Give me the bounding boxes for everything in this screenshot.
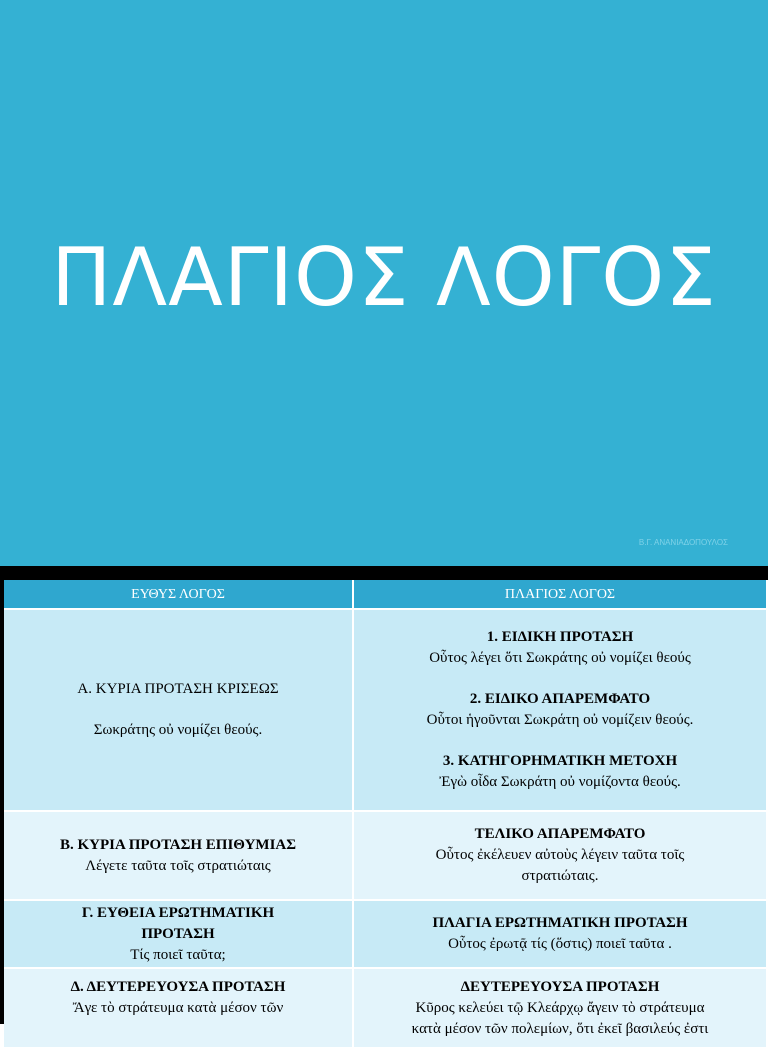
row-a-left-text: Σωκράτης οὐ νομίζει θεούς. [93, 722, 263, 738]
table-slide [0, 572, 768, 1037]
row-c-right [354, 901, 768, 969]
row-b-right [354, 812, 768, 901]
row-d-right-title: ΔΕΥΤΕΡΕΥΟΥΣΑ ΠΡΟΤΑΣΗ [460, 979, 660, 995]
row-a-left-title: Α. ΚΥΡΙΑ ΠΡΟΤΑΣΗ ΚΡΙΣΕΩΣ [77, 681, 279, 697]
comparison-table [4, 580, 768, 1049]
row-b-left [4, 812, 354, 901]
header-indirect-speech: ΠΛΑΓΙΟΣ ΛΟΓΟΣ [354, 580, 768, 610]
row-b-right-text-1: Οὗτος ἐκέλευεν αὐτοὺς λέγειν ταῦτα τοῖς [435, 847, 685, 863]
row-a-right-title-1: 1. ΕΙΔΙΚΗ ΠΡΟΤΑΣΗ [486, 629, 634, 645]
row-c-right-title: ΠΛΑΓΙΑ ΕΡΩΤΗΜΑΤΙΚΗ ΠΡΟΤΑΣΗ [432, 915, 688, 931]
row-a-right-title-2: 2. ΕΙΔΙΚΟ ΑΠΑΡΕΜΦΑΤΟ [469, 691, 651, 707]
row-a-right-text-3: Ἐγὼ οἶδα Σωκράτη οὐ νομίζοντα θεούς. [439, 774, 681, 790]
row-a-right-text-1: Οὗτος λέγει ὅτι Σωκράτης οὐ νομίζει θεούς [429, 650, 691, 666]
row-c-left-title-2: ΠΡΟΤΑΣΗ [141, 925, 215, 942]
row-b-left-title: Β. ΚΥΡΙΑ ΠΡΟΤΑΣΗ ΕΠΙΘΥΜΙΑΣ [59, 836, 297, 853]
row-b-right-title: ΤΕΛΙΚΟ ΑΠΑΡΕΜΦΑΤΟ [474, 826, 646, 842]
row-c-left-text: Τίς ποιεῖ ταῦτα; [130, 946, 226, 963]
row-d-right-text-2: κατὰ μέσον τῶν πολεμίων, ὅτι ἐκεῖ βασιλεύς ἐστι [411, 1021, 709, 1037]
table-row [4, 901, 768, 969]
slide-title: ΠΛΑΓΙΟΣ ΛΟΓΟΣ [51, 231, 717, 324]
table-header-row [4, 580, 768, 610]
slide-footer: Β.Γ. ΑΝΑΝΙΑΔΟΠΟΥΛΟΣ [638, 538, 728, 547]
row-d-left-title: Δ. ΔΕΥΤΕΡΕΥΟΥΣΑ ΠΡΟΤΑΣΗ [70, 979, 286, 995]
row-c-left-title-1: Γ. ΕΥΘΕΙΑ ΕΡΩΤΗΜΑΤΙΚΗ [81, 904, 275, 921]
row-a-right-text-2: Οὗτοι ἡγοῦνται Σωκράτη οὐ νομίζειν θεούς. [426, 712, 694, 728]
row-a-right-title-3: 3. ΚΑΤΗΓΟΡΗΜΑΤΙΚΗ ΜΕΤΟΧΗ [442, 753, 678, 769]
row-d-right-text-1: Κῦρος κελεύει τῷ Κλεάρχῳ ἄγειν τὸ στράτευμα [415, 1000, 705, 1016]
row-d-right [354, 969, 768, 1049]
header-direct-speech: ΕΥΘΥΣ ΛΟΓΟΣ [4, 580, 354, 610]
row-b-right-text-2: στρατιώταις. [521, 868, 599, 884]
row-d-left [4, 969, 354, 1049]
row-a-right [354, 610, 768, 812]
row-d-left-text: Ἄγε τὸ στράτευμα κατὰ μέσον τῶν [72, 1000, 284, 1016]
row-c-right-text: Οὗτος ἐρωτᾷ τίς (ὅστις) ποιεῖ ταῦτα . [448, 936, 672, 952]
row-c-left [4, 901, 354, 969]
table-row [4, 812, 768, 901]
row-a-left [4, 610, 354, 812]
table-row [4, 969, 768, 1049]
row-b-left-text: Λέγετε ταῦτα τοῖς στρατιώταις [85, 857, 271, 874]
table-row [4, 610, 768, 812]
